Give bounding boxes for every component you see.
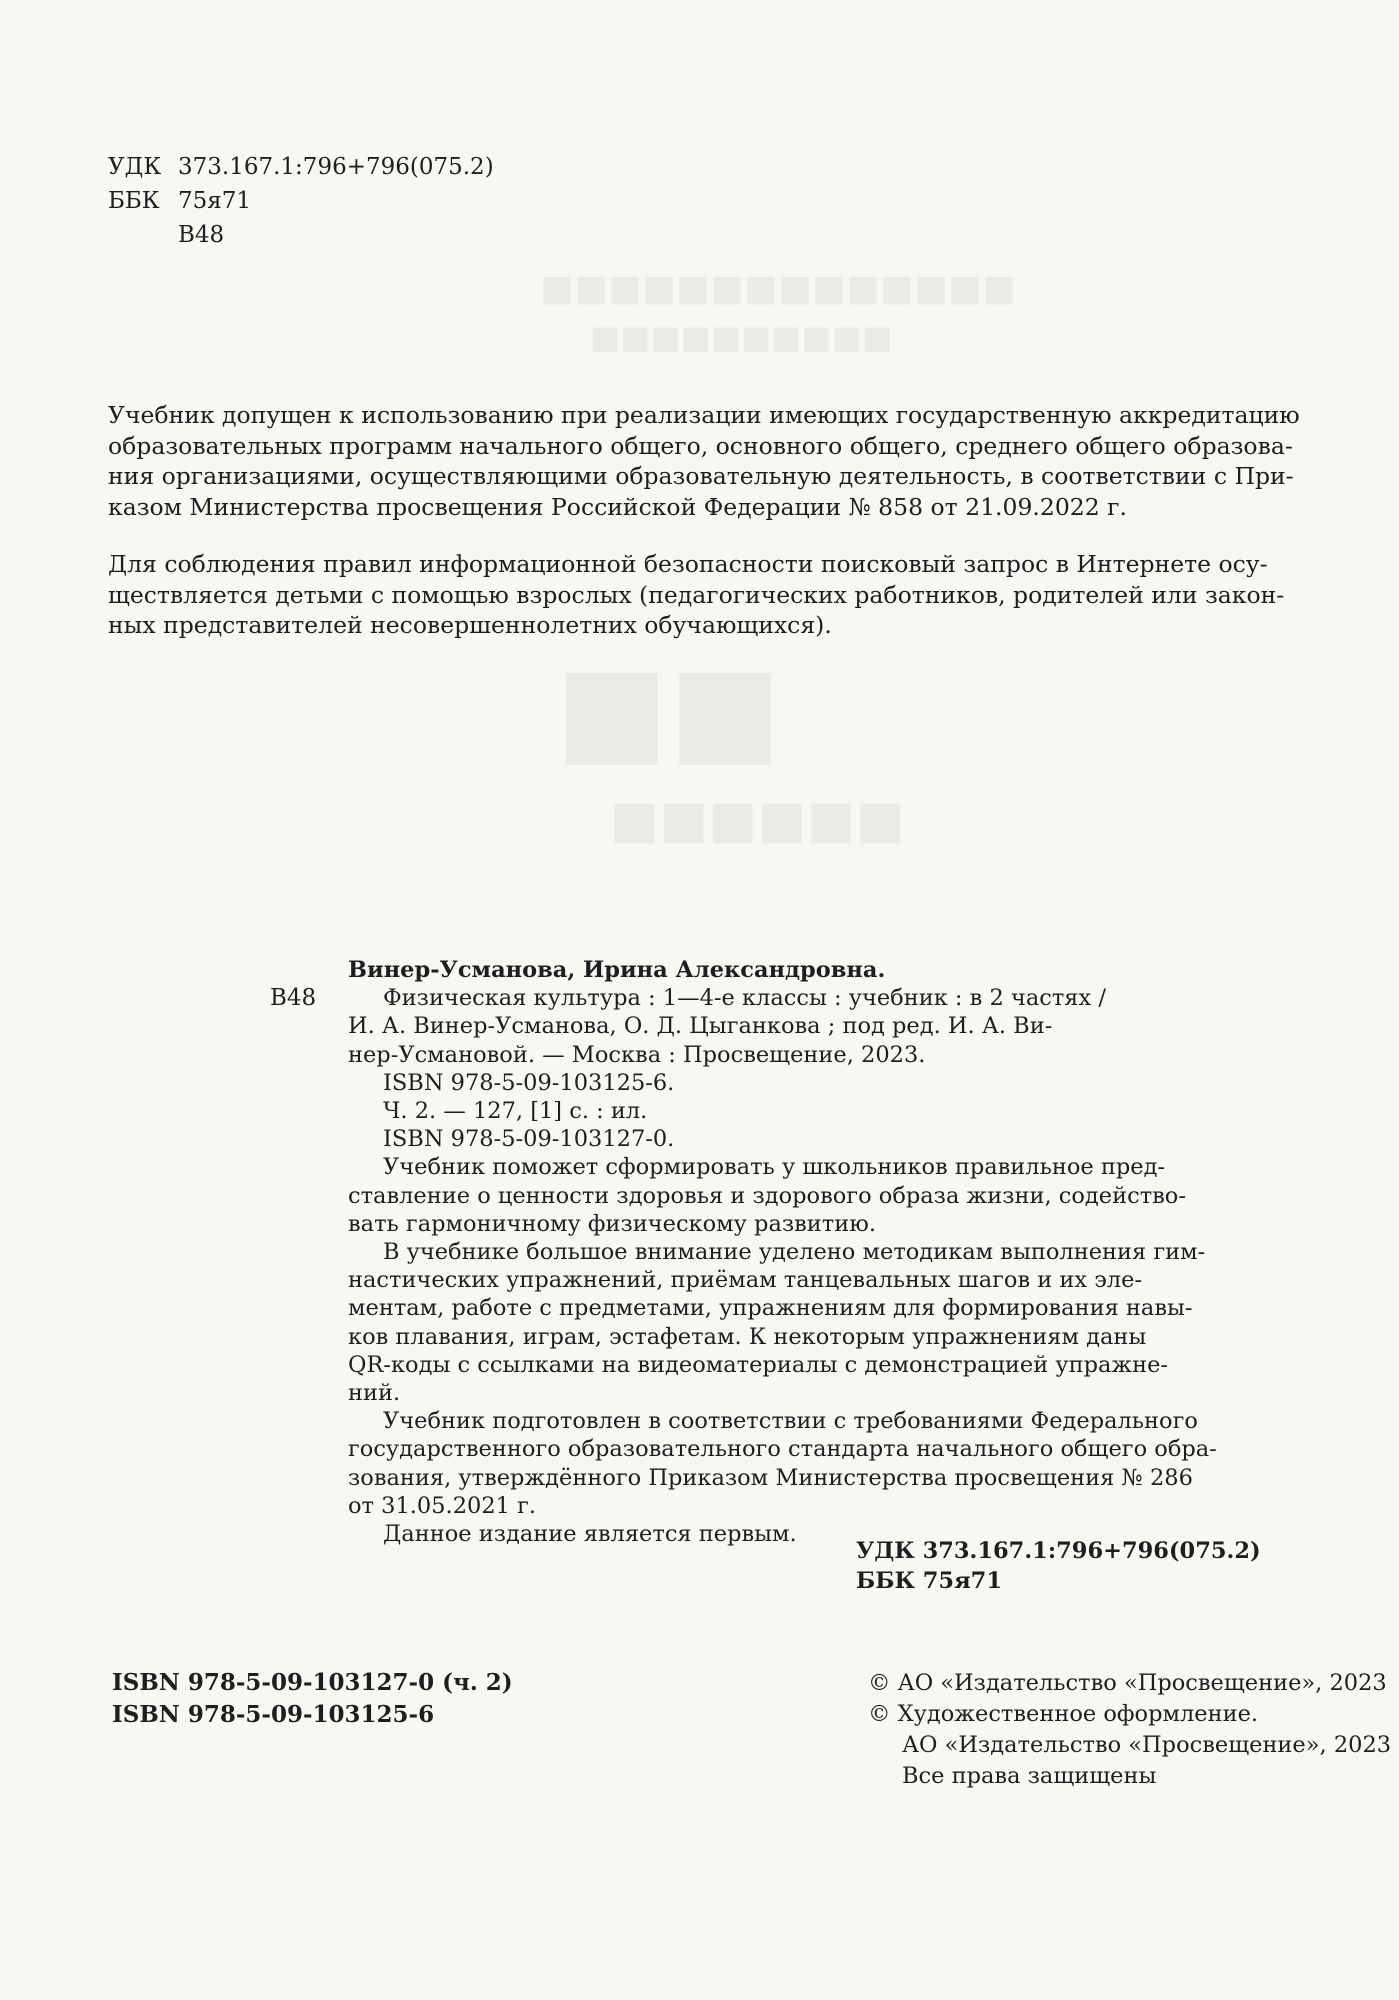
isbn-block bbox=[112, 1667, 513, 1731]
annotation-line: ков плавания, играм, эстафетам. К некоторым упражнениям даны bbox=[348, 1323, 1147, 1350]
card-description-line: нер-Усмановой. — Москва : Просвещение, 2023. bbox=[348, 1041, 926, 1068]
annotation-line: Данное издание является первым. bbox=[383, 1521, 797, 1548]
catalogue-card bbox=[348, 956, 1248, 1548]
approval-line: казом Министерства просвещения Российской Федерации № 858 от 21.09.2022 г. bbox=[108, 492, 1127, 521]
approval-line: ния организациями, осуществляющими образовательную деятельность, в соответствии с При- bbox=[108, 462, 1294, 490]
safety-line: ществляется детьми с помощью взрослых (педагогических работников, родителей или закон- bbox=[108, 580, 1285, 609]
card-author-mark: В48 bbox=[270, 985, 317, 1011]
card-classification bbox=[856, 1536, 1261, 1596]
approval-line: образовательных программ начального общего, основного общего, среднего общего образова- bbox=[108, 431, 1293, 460]
annotation-line: ний. bbox=[348, 1380, 401, 1407]
show-through-classes: ■■■■■■ bbox=[610, 790, 905, 850]
card-bbk: ББК 75я71 bbox=[856, 1568, 1002, 1594]
show-through-title: ■■■■■■■■■■■■■■ bbox=[540, 268, 1017, 309]
annotation-line: Учебник поможет сформировать у школьников правильное пред- bbox=[383, 1154, 1166, 1181]
safety-line: ных представителей несовершеннолетних обучающихся). bbox=[108, 611, 832, 639]
show-through-subtitle: ■■■■■■■■■■ bbox=[590, 318, 893, 356]
isbn-general: ISBN 978-5-09-103125-6 bbox=[112, 1701, 435, 1728]
isbn-part-2: ISBN 978-5-09-103127-0 (ч. 2) bbox=[112, 1669, 513, 1696]
copyright-block bbox=[868, 1668, 1391, 1792]
author-mark: В48 bbox=[178, 222, 225, 248]
annotation-line: настических упражнений, приёмам танцевальных шагов и их эле- bbox=[348, 1267, 1143, 1294]
approval-line: Учебник допущен к использованию при реализации имеющих государственную аккредитацию bbox=[108, 401, 1300, 429]
annotation-line: государственного образовательного стандарта начального общего обра- bbox=[348, 1436, 1217, 1463]
annotation-line: ставление о ценности здоровья и здорового образа жизни, содейство- bbox=[348, 1182, 1186, 1209]
annotation-line: Учебник подготовлен в соответствии с требованиями Федерального bbox=[383, 1408, 1198, 1435]
approval-paragraph bbox=[108, 400, 1398, 522]
udk-label: УДК bbox=[108, 154, 162, 180]
bbk-row bbox=[108, 184, 494, 218]
show-through-grade: ■■ bbox=[555, 640, 782, 779]
copyright-line: © Художественное оформление. bbox=[868, 1701, 1259, 1727]
safety-paragraph bbox=[108, 549, 1398, 641]
safety-line: Для соблюдения правил информационной безопасности поисковый запрос в Интернете осу- bbox=[108, 550, 1268, 578]
card-author: Винер-Усманова, Ирина Александровна. bbox=[348, 957, 886, 983]
card-description-line: Физическая культура : 1—4-е классы : учебник : в 2 частях / bbox=[383, 985, 1106, 1012]
top-classification-codes bbox=[108, 150, 494, 252]
card-description-line: И. А. Винер-Усманова, О. Д. Цыганкова ; под ред. И. А. Ви- bbox=[348, 1013, 1053, 1040]
card-part-pages: Ч. 2. — 127, [1] с. : ил. bbox=[383, 1098, 648, 1125]
annotation-line: от 31.05.2021 г. bbox=[348, 1492, 537, 1519]
bbk-value: 75я71 bbox=[178, 188, 252, 214]
copyright-line: © АО «Издательство «Просвещение», 2023 bbox=[868, 1670, 1387, 1696]
annotation-line: ментам, работе с предметами, упражнениям для формирования навы- bbox=[348, 1295, 1193, 1322]
card-isbn: ISBN 978-5-09-103125-6. bbox=[383, 1069, 675, 1096]
udk-row bbox=[108, 150, 494, 184]
annotation-line: В учебнике большое внимание уделено методикам выполнения гим- bbox=[383, 1239, 1206, 1266]
annotation-line: вать гармоничному физическому развитию. bbox=[348, 1210, 876, 1237]
annotation-line: зования, утверждённого Приказом Министерства просвещения № 286 bbox=[348, 1464, 1193, 1491]
card-udk: УДК 373.167.1:796+796(075.2) bbox=[856, 1538, 1261, 1564]
copyright-line: АО «Издательство «Просвещение», 2023 bbox=[902, 1732, 1392, 1758]
annotation-line: QR-коды с ссылками на видеоматериалы с демонстрацией упражне- bbox=[348, 1351, 1169, 1378]
bbk-label: ББК bbox=[108, 188, 160, 214]
card-annotation bbox=[348, 1153, 1248, 1548]
copyright-line: Все права защищены bbox=[902, 1763, 1157, 1789]
udk-value: 373.167.1:796+796(075.2) bbox=[178, 154, 494, 180]
card-isbn-part: ISBN 978-5-09-103127-0. bbox=[383, 1126, 675, 1153]
